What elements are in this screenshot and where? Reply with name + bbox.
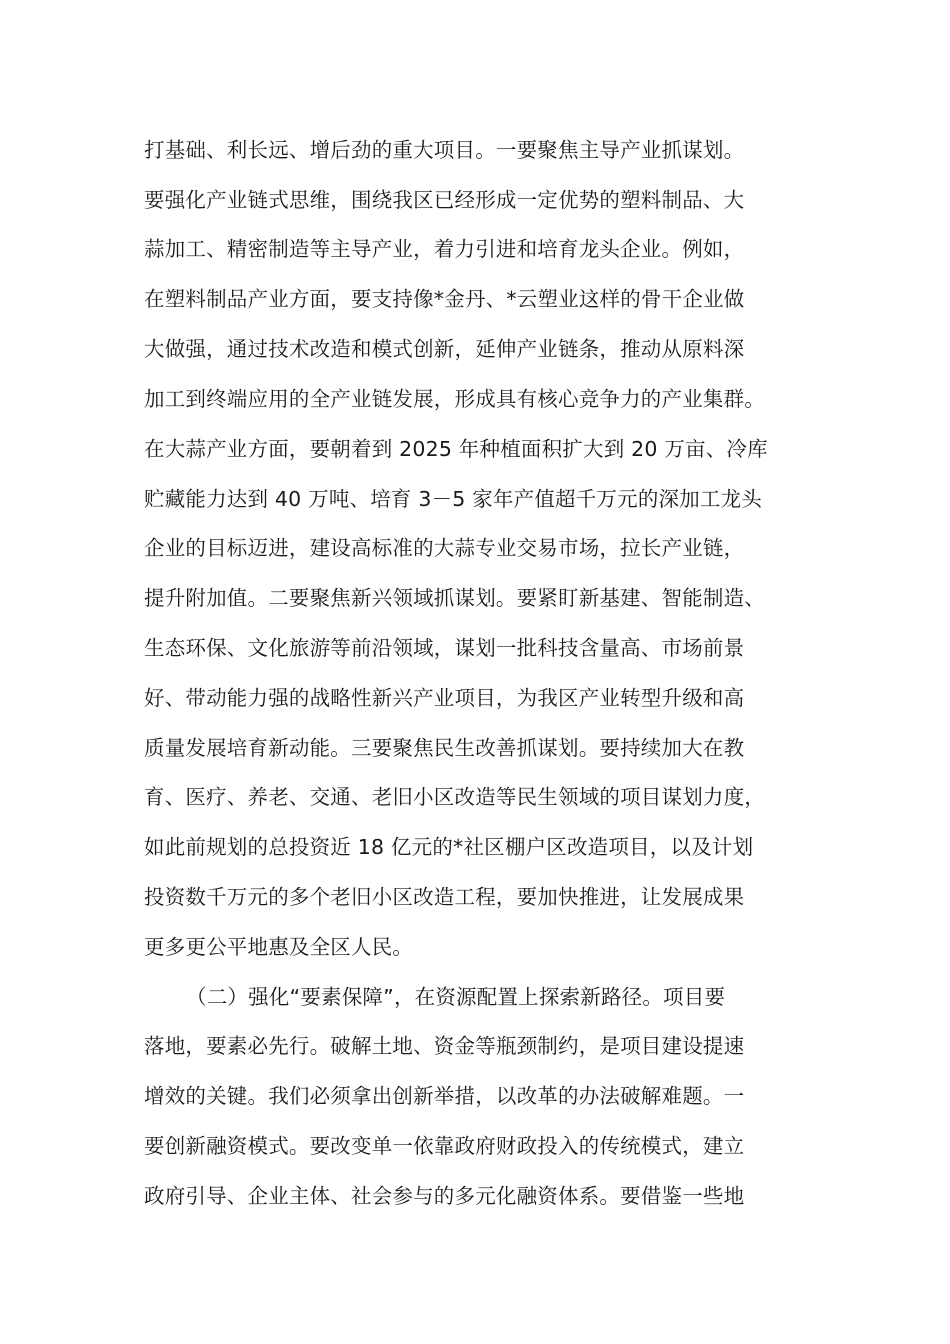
text-line: 增效的关键。我们必须拿出创新举措，以改革的办法破解难题。一 <box>144 1084 745 1108</box>
text-line: 落地，要素必先行。破解土地、资金等瓶颈制约，是项目建设提速 <box>144 1034 745 1058</box>
text-line: 提升附加值。二要聚焦新兴领域抓谋划。要紧盯新基建、智能制造、 <box>144 586 765 610</box>
text-line: 要创新融资模式。要改变单一依靠政府财政投入的传统模式，建立 <box>144 1134 745 1158</box>
text-line: 在大蒜产业方面，要朝着到 2025 年种植面积扩大到 20 万亩、冷库 <box>144 437 768 461</box>
text-line: 好、带动能力强的战略性新兴产业项目，为我区产业转型升级和高 <box>144 686 745 710</box>
text-line: 加工到终端应用的全产业链发展，形成具有核心竞争力的产业集群。 <box>144 387 765 411</box>
text-line: 生态环保、文化旅游等前沿领域，谋划一批科技含量高、市场前景 <box>144 636 745 660</box>
text-line: 打基础、利长远、增后劲的重大项目。一要聚焦主导产业抓谋划。 <box>144 138 745 162</box>
text-line: 企业的目标迈进，建设高标准的大蒜专业交易市场，拉长产业链， <box>144 536 745 560</box>
text-line: 育、医疗、养老、交通、老旧小区改造等民生领域的项目谋划力度， <box>144 785 765 809</box>
text-line: 在塑料制品产业方面，要支持像*金丹、*云塑业这样的骨干企业做 <box>144 287 745 311</box>
section-heading-line: （二）强化“要素保障”，在资源配置上探索新路径。项目要 <box>186 985 726 1009</box>
text-line: 投资数千万元的多个老旧小区改造工程，要加快推进，让发展成果 <box>144 885 745 909</box>
text-line: 政府引导、企业主体、社会参与的多元化融资体系。要借鉴一些地 <box>144 1184 745 1208</box>
text-line: 大做强，通过技术改造和模式创新，延伸产业链条，推动从原料深 <box>144 337 745 361</box>
text-line: 更多更公平地惠及全区人民。 <box>144 935 414 959</box>
text-line: 如此前规划的总投资近 18 亿元的*社区棚户区改造项目，以及计划 <box>144 835 754 859</box>
text-line: 质量发展培育新动能。三要聚焦民生改善抓谋划。要持续加大在教 <box>144 736 745 760</box>
text-line: 蒜加工、精密制造等主导产业，着力引进和培育龙头企业。例如， <box>144 237 745 261</box>
text-line: 贮藏能力达到 40 万吨、培育 3－5 家年产值超千万元的深加工龙头 <box>144 487 763 511</box>
text-line: 要强化产业链式思维，围绕我区已经形成一定优势的塑料制品、大 <box>144 188 745 212</box>
